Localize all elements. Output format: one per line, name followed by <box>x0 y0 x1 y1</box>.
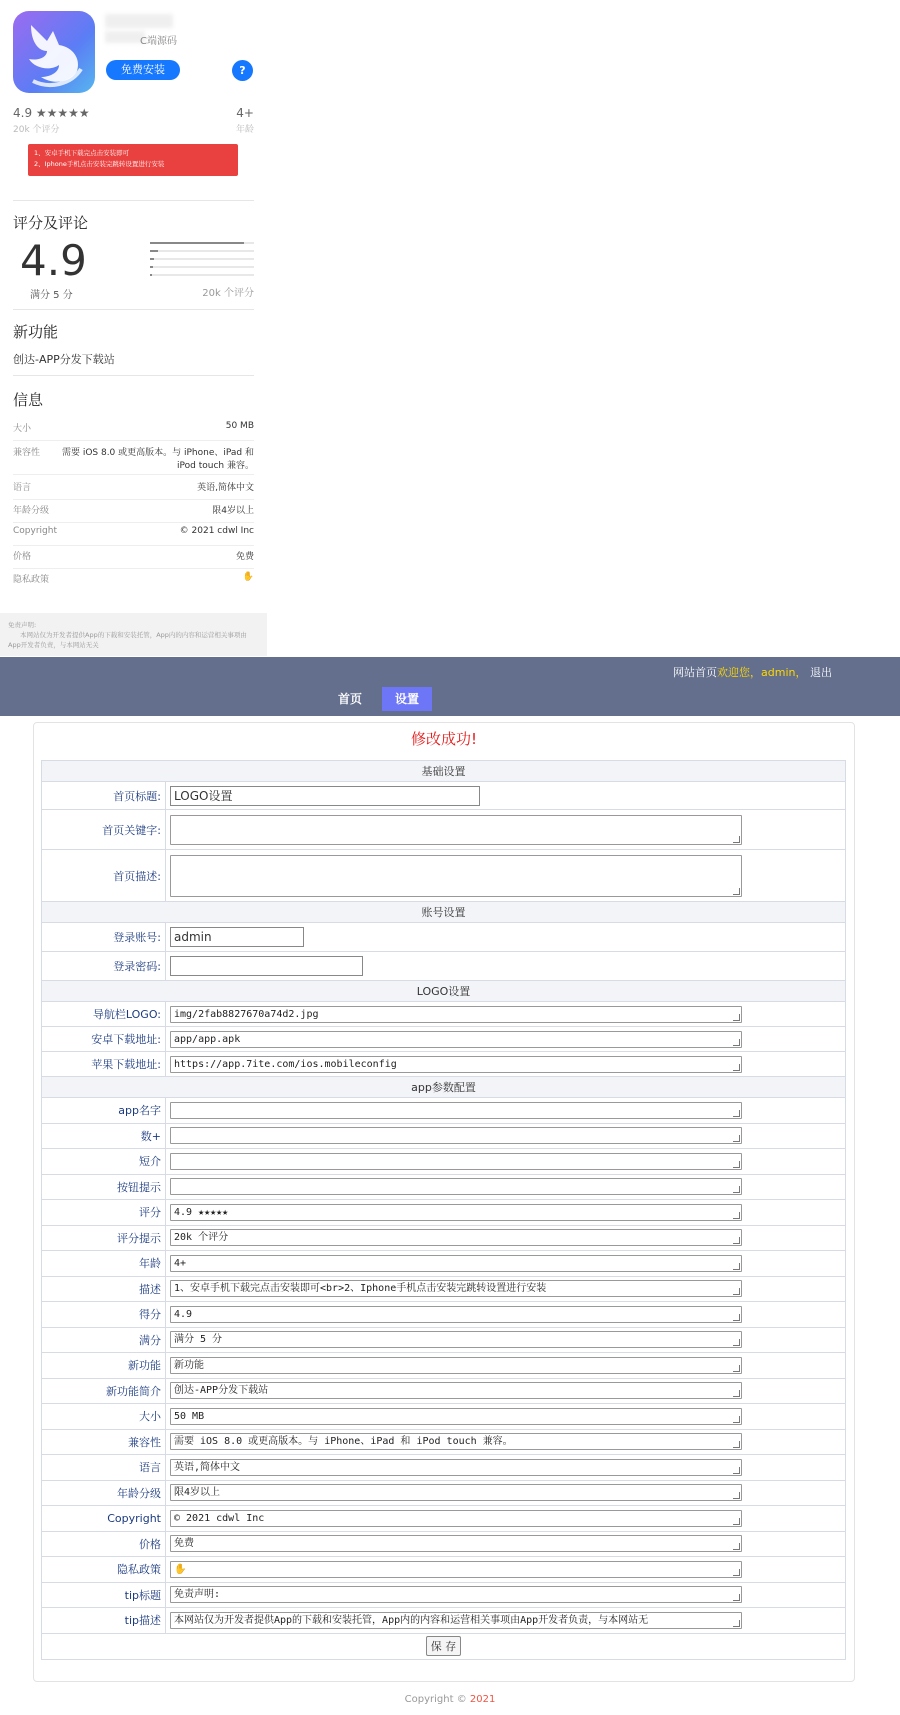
login-user-input[interactable]: admin <box>170 927 304 947</box>
field-label: 大小 <box>42 1404 166 1430</box>
app-field-row <box>42 1608 846 1634</box>
field-label: 苹果下载地址: <box>42 1052 166 1077</box>
info-key: 价格 <box>13 552 32 562</box>
home-title-input[interactable]: LOGO设置 <box>170 786 480 806</box>
field-label: 数+ <box>42 1123 166 1149</box>
compat-line-1: 需要 iOS 8.0 或更高版本。与 iPhone、iPad 和 <box>61 448 254 458</box>
app-field-textarea[interactable]: 本网站仅为开发者提供App的下载和安装托管，App内的内容和运营相关事项由App开发者负责，与本网站无 <box>170 1612 742 1629</box>
field-label: 登录账号: <box>42 923 166 952</box>
new-features-title: 新功能 <box>13 323 59 341</box>
app-field-textarea[interactable]: 4.9 <box>170 1306 742 1323</box>
info-key: 大小 <box>13 424 32 434</box>
info-row-copyright <box>13 526 254 546</box>
app-field-textarea[interactable]: 20k 个评分 <box>170 1229 742 1246</box>
disclaimer-title: 免责声明: <box>8 621 37 629</box>
field-label: 隐私政策 <box>42 1557 166 1583</box>
logout-link[interactable]: 退出 <box>810 666 832 679</box>
field-label: 首页关键字: <box>42 810 166 850</box>
app-field-textarea[interactable]: 50 MB <box>170 1408 742 1425</box>
copyright-year: 2021 <box>469 1694 496 1705</box>
info-value: 限4岁以上 <box>212 506 254 516</box>
tab-home[interactable]: 首页 <box>337 692 362 706</box>
app-field-textarea[interactable]: 满分 5 分 <box>170 1331 742 1348</box>
app-field-textarea[interactable] <box>170 1102 742 1119</box>
info-value: © 2021 cdwl Inc <box>179 526 254 536</box>
field-label: Copyright <box>42 1506 166 1532</box>
field-label: 首页描述: <box>42 850 166 902</box>
age-label: 年龄 <box>235 125 254 135</box>
home-desc-textarea[interactable] <box>170 855 742 897</box>
app-subtitle: C端源码 <box>140 36 177 47</box>
field-label: 短介 <box>42 1149 166 1175</box>
field-label: app名字 <box>42 1098 166 1124</box>
top-links <box>673 664 832 680</box>
app-field-row <box>42 1098 846 1124</box>
app-field-row <box>42 1582 846 1608</box>
age-value: 4+ <box>236 106 254 120</box>
app-field-row <box>42 1404 846 1430</box>
app-field-textarea[interactable]: 4.9 ★★★★★ <box>170 1204 742 1221</box>
rating-bar <box>150 266 254 268</box>
app-field-textarea[interactable]: 1、安卓手机下载完点击安装即可<br>2、Iphone手机点击安装完跳转设置进行安装 <box>170 1280 742 1297</box>
field-label: 年龄 <box>42 1251 166 1277</box>
rating-stars: 4.9 ★★★★★ <box>13 106 90 120</box>
big-score: 4.9 <box>20 236 87 285</box>
app-field-row <box>42 1174 846 1200</box>
success-message: 修改成功! <box>410 730 477 748</box>
settings-panel <box>33 722 855 1682</box>
app-field-row <box>42 1480 846 1506</box>
field-label: 年龄分级 <box>42 1480 166 1506</box>
app-field-textarea[interactable]: 创达-APP分发下载站 <box>170 1382 742 1399</box>
welcome-text: 欢迎您，admin， <box>717 666 807 679</box>
info-title: 信息 <box>13 391 44 409</box>
section-basic: 基础设置 <box>42 761 846 782</box>
app-field-row <box>42 1429 846 1455</box>
rating-summary <box>13 106 90 135</box>
field-label: 安卓下载地址: <box>42 1027 166 1052</box>
app-field-textarea[interactable]: ✋ <box>170 1561 742 1578</box>
info-row-language <box>13 480 254 500</box>
tab-settings[interactable]: 设置 <box>382 687 432 711</box>
field-label: 语言 <box>42 1455 166 1481</box>
app-field-row <box>42 1251 846 1277</box>
rating-bar-fill <box>150 242 244 244</box>
ios-url-textarea[interactable]: https://app.7ite.com/ios.mobileconfig <box>170 1056 742 1073</box>
rating-bar <box>150 250 254 252</box>
info-key: 隐私政策 <box>13 575 50 585</box>
section-logo: LOGO设置 <box>42 981 846 1002</box>
info-key: 兼容性 <box>13 448 41 458</box>
app-field-textarea[interactable] <box>170 1178 742 1195</box>
field-label: 评分 <box>42 1200 166 1226</box>
rating-bar-fill <box>150 274 152 276</box>
field-label: 登录密码: <box>42 952 166 981</box>
app-field-textarea[interactable] <box>170 1127 742 1144</box>
info-value: 免费 <box>235 552 254 562</box>
app-field-row <box>42 1200 846 1226</box>
section-app: app参数配置 <box>42 1077 846 1098</box>
app-field-textarea[interactable]: 4+ <box>170 1255 742 1272</box>
info-row-compat <box>13 445 254 475</box>
info-row-privacy[interactable] <box>13 572 254 591</box>
field-label: tip标题 <box>42 1582 166 1608</box>
home-keywords-textarea[interactable] <box>170 815 742 845</box>
field-label: 价格 <box>42 1531 166 1557</box>
field-label: 导航栏LOGO: <box>42 1002 166 1027</box>
info-row-size <box>13 421 254 441</box>
info-key: 年龄分级 <box>13 506 50 516</box>
rating-bar <box>150 274 254 276</box>
new-features-desc: 创达-APP分发下载站 <box>13 353 115 366</box>
app-field-row <box>42 1455 846 1481</box>
app-field-row <box>42 1531 846 1557</box>
notice-line: 1、安卓手机下载完点击安装即可 <box>34 149 130 157</box>
app-field-textarea[interactable]: 免责声明: <box>170 1586 742 1603</box>
ratings-total: 20k 个评分 <box>202 288 254 299</box>
field-label: 评分提示 <box>42 1225 166 1251</box>
rating-count: 20k 个评分 <box>13 125 60 135</box>
field-label: tip描述 <box>42 1608 166 1634</box>
field-label: 首页标题: <box>42 782 166 810</box>
app-field-row <box>42 1327 846 1353</box>
field-label: 按钮提示 <box>42 1174 166 1200</box>
disclaimer-text: 本网站仅为开发者提供App的下载和安装托管，App内的内容和运营相关事项由App开发者负责，与本网站无关 <box>8 631 247 649</box>
info-row-age <box>13 503 254 523</box>
install-button[interactable]: 免费安装 <box>106 60 180 80</box>
app-icon <box>13 11 95 93</box>
app-field-textarea[interactable] <box>170 1153 742 1170</box>
redacted-app-subtitle <box>105 31 145 43</box>
divider <box>13 309 254 310</box>
app-field-textarea[interactable]: © 2021 cdwl Inc <box>170 1510 742 1527</box>
info-row-price <box>13 549 254 569</box>
field-label: 新功能 <box>42 1353 166 1379</box>
save-row <box>42 1633 846 1659</box>
full-score: 满分 5 分 <box>30 290 73 301</box>
settings-form <box>41 760 846 1660</box>
app-field-textarea[interactable]: 需要 iOS 8.0 或更高版本。与 iPhone、iPad 和 iPod touch 兼容。 <box>170 1433 742 1450</box>
rating-bar-fill <box>150 258 154 260</box>
admin-navbar <box>0 657 900 716</box>
login-password-input[interactable] <box>170 956 363 976</box>
field-label: 描述 <box>42 1276 166 1302</box>
rating-bar-fill <box>150 250 158 252</box>
info-key: 语言 <box>13 483 32 493</box>
app-field-textarea[interactable]: 英语,简体中文 <box>170 1459 742 1476</box>
app-field-row <box>42 1302 846 1328</box>
rating-bar <box>150 242 254 244</box>
compat-line-2: iPod touch 兼容。 <box>177 461 254 471</box>
app-field-row <box>42 1506 846 1532</box>
help-button[interactable]: ? <box>232 60 253 81</box>
app-field-row <box>42 1149 846 1175</box>
hand-icon[interactable]: ✋ <box>242 572 254 582</box>
field-label: 满分 <box>42 1327 166 1353</box>
nav-logo-textarea[interactable]: img/2fab8827670a74d2.jpg <box>170 1006 742 1023</box>
app-field-row <box>42 1378 846 1404</box>
app-field-row <box>42 1557 846 1583</box>
info-value: 50 MB <box>225 421 254 431</box>
app-field-row <box>42 1123 846 1149</box>
app-field-row <box>42 1276 846 1302</box>
info-value <box>62 445 254 471</box>
field-label: 兼容性 <box>42 1429 166 1455</box>
notice-line: 2、Iphone手机点击安装完跳转设置进行安装 <box>34 160 165 168</box>
divider <box>13 375 254 376</box>
field-label: 得分 <box>42 1302 166 1328</box>
app-field-textarea[interactable]: 限4岁以上 <box>170 1484 742 1501</box>
section-account: 账号设置 <box>42 902 846 923</box>
copyright-prefix: Copyright © <box>404 1694 467 1705</box>
rating-bars <box>150 242 254 282</box>
install-notice <box>28 144 238 176</box>
site-home-link[interactable]: 网站首页 <box>673 666 718 679</box>
app-preview <box>0 0 267 656</box>
field-label: 新功能简介 <box>42 1378 166 1404</box>
app-field-row <box>42 1225 846 1251</box>
app-field-textarea[interactable]: 免费 <box>170 1535 742 1552</box>
rating-bar <box>150 258 254 260</box>
redacted-app-name <box>105 14 173 28</box>
footer-copyright <box>0 1694 900 1705</box>
info-value: 英语,简体中文 <box>197 483 254 493</box>
divider <box>13 200 254 201</box>
rating-bar-fill <box>150 266 153 268</box>
app-field-textarea[interactable]: 新功能 <box>170 1357 742 1374</box>
app-field-row <box>42 1353 846 1379</box>
save-button[interactable]: 保 存 <box>426 1636 462 1656</box>
info-key: Copyright <box>13 526 57 536</box>
disclaimer <box>0 613 267 656</box>
android-url-textarea[interactable]: app/app.apk <box>170 1031 742 1048</box>
age-summary <box>236 106 254 135</box>
ratings-title: 评分及评论 <box>13 214 89 232</box>
